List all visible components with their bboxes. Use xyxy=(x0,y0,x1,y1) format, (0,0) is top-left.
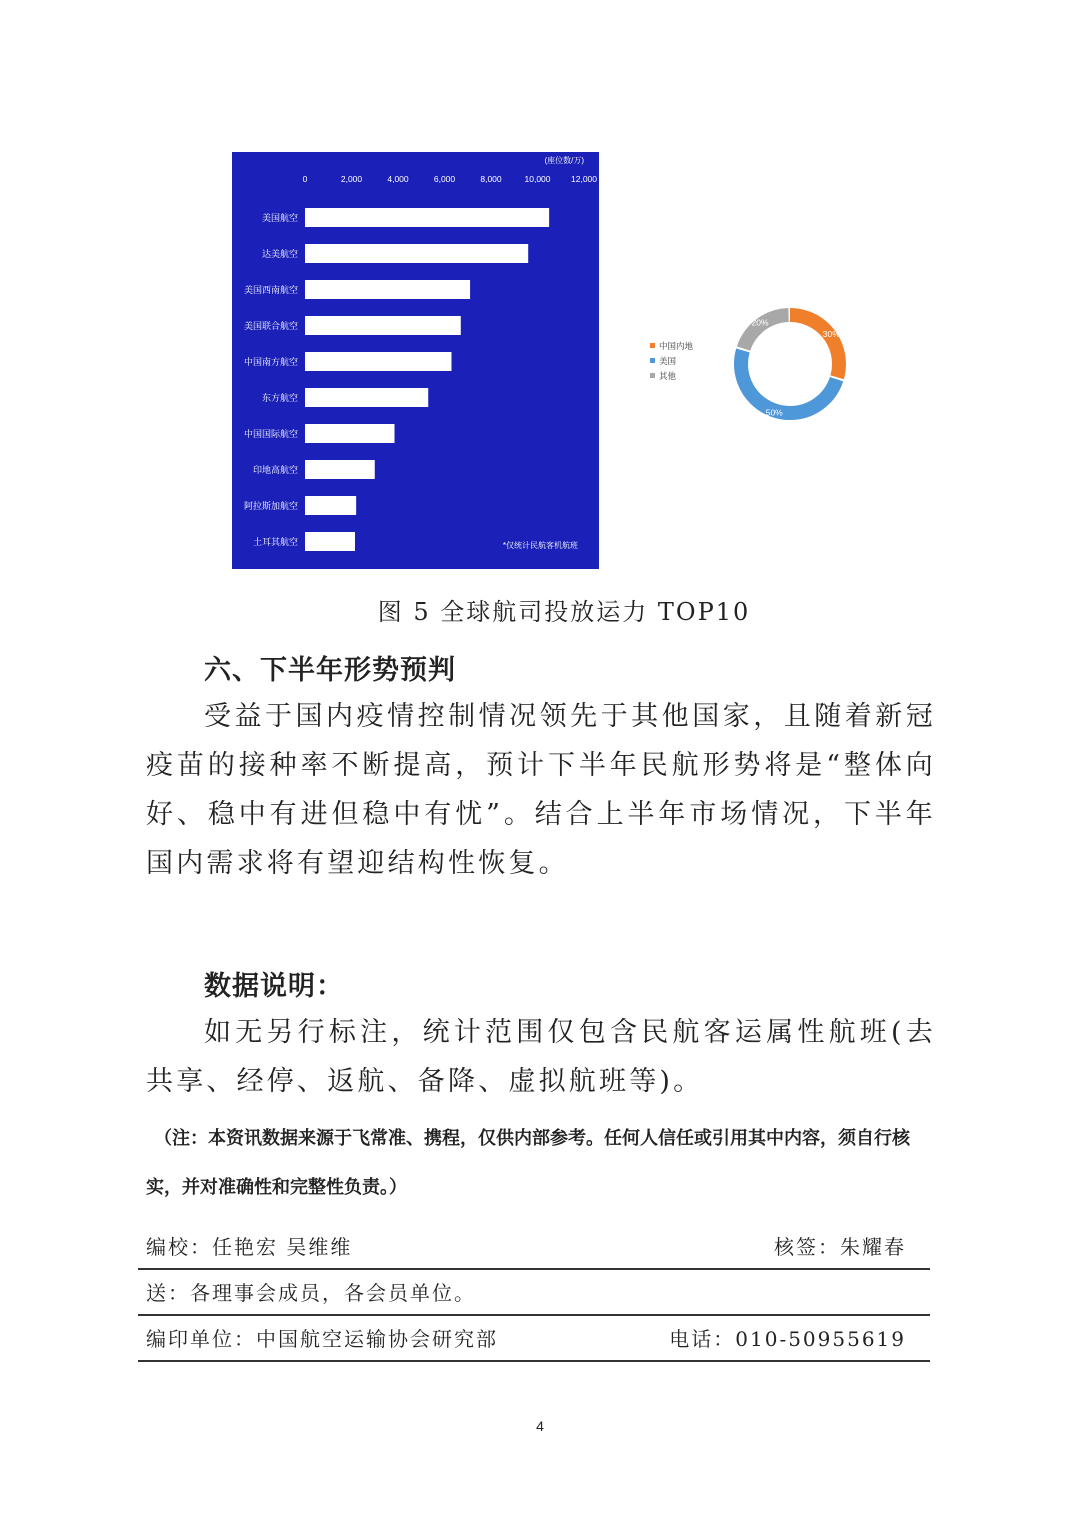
footer-approver: 核签：朱耀春 xyxy=(774,1235,906,1259)
category-label: 土耳其航空 xyxy=(252,537,298,547)
section-paragraph: 受益于国内疫情控制情况领先于其他国家，且随着新冠疫苗的接种率不断提高，预计下半年民航形势将是“整体向好、稳中有进但稳中有忧”。结合上半年市场情况，下半年国内需求将有望迎结构性恢复。 xyxy=(146,701,936,879)
x-tick-label: 6,000 xyxy=(433,174,456,184)
category-label: 中国南方航空 xyxy=(243,357,298,367)
source-remark: （注：本资讯数据来源于飞常准、携程，仅供内部参考。任何人信任或引用其中内容，须自行核实，并对准确性和完整性负责。） xyxy=(146,1128,910,1198)
legend-label: 美国 xyxy=(659,356,677,366)
category-label: 达美航空 xyxy=(261,249,298,259)
x-tick-label: 8,000 xyxy=(480,174,502,184)
x-tick-label: 10,000 xyxy=(524,174,551,184)
legend-swatch xyxy=(650,358,655,363)
footer-publisher-row xyxy=(138,1316,930,1362)
bar xyxy=(305,496,356,515)
footer-recipients-row xyxy=(138,1270,930,1316)
bar-chart-panel xyxy=(232,152,599,569)
footer-recipients: 送：各理事会成员，各会员单位。 xyxy=(146,1281,476,1305)
data-note-heading: 数据说明： xyxy=(204,971,344,1002)
bar xyxy=(305,388,428,407)
category-label: 阿拉斯加航空 xyxy=(243,501,298,511)
market-share-donut-chart xyxy=(640,300,870,440)
legend-label: 其他 xyxy=(659,371,677,381)
slice-value-label: 50% xyxy=(765,407,783,418)
page-number: 4 xyxy=(536,1418,544,1434)
figure-caption: 图 5 全球航司投放运力 TOP10 xyxy=(377,598,751,626)
legend-label: 中国内地 xyxy=(659,341,694,351)
x-tick-label: 2,000 xyxy=(340,174,363,184)
footer-editors-row xyxy=(138,1224,930,1270)
category-label: 美国航空 xyxy=(261,213,298,223)
footer-phone: 电话：010-50955619 xyxy=(669,1327,906,1351)
bar xyxy=(305,352,451,371)
slice-value-label: 30% xyxy=(822,329,840,340)
bar-chart-note: *仅统计民航客机航班 xyxy=(502,541,578,550)
footer-editors: 编校：任艳宏 吴维维 xyxy=(146,1235,353,1259)
bar xyxy=(305,424,395,443)
category-label: 印地高航空 xyxy=(252,465,298,475)
data-note-paragraph: 如无另行标注，统计范围仅包含民航客运属性航班(去共享、经停、返航、备降、虚拟航班等)。 xyxy=(146,1017,936,1097)
footer-publisher: 编印单位：中国航空运输协会研究部 xyxy=(146,1327,498,1351)
category-label: 美国联合航空 xyxy=(243,321,298,331)
bar-unit-label: (座位数/万) xyxy=(544,156,584,165)
bar xyxy=(305,532,355,551)
bar xyxy=(305,316,461,335)
slice-value-label: 20% xyxy=(751,317,769,328)
x-tick-label: 12,000 xyxy=(571,174,597,184)
category-label: 美国西南航空 xyxy=(243,285,298,295)
section-heading: 六、下半年形势预判 xyxy=(204,655,456,686)
bar xyxy=(305,244,528,263)
x-tick-label: 4,000 xyxy=(387,174,409,184)
category-label: 中国国际航空 xyxy=(243,429,298,439)
x-tick-label: 0 xyxy=(302,174,308,184)
bar xyxy=(305,280,470,299)
legend-swatch xyxy=(650,343,655,348)
category-label: 东方航空 xyxy=(261,393,298,403)
bar xyxy=(305,208,549,227)
bar xyxy=(305,460,375,479)
airline-capacity-bar-chart xyxy=(232,152,599,569)
legend-swatch xyxy=(650,373,655,378)
